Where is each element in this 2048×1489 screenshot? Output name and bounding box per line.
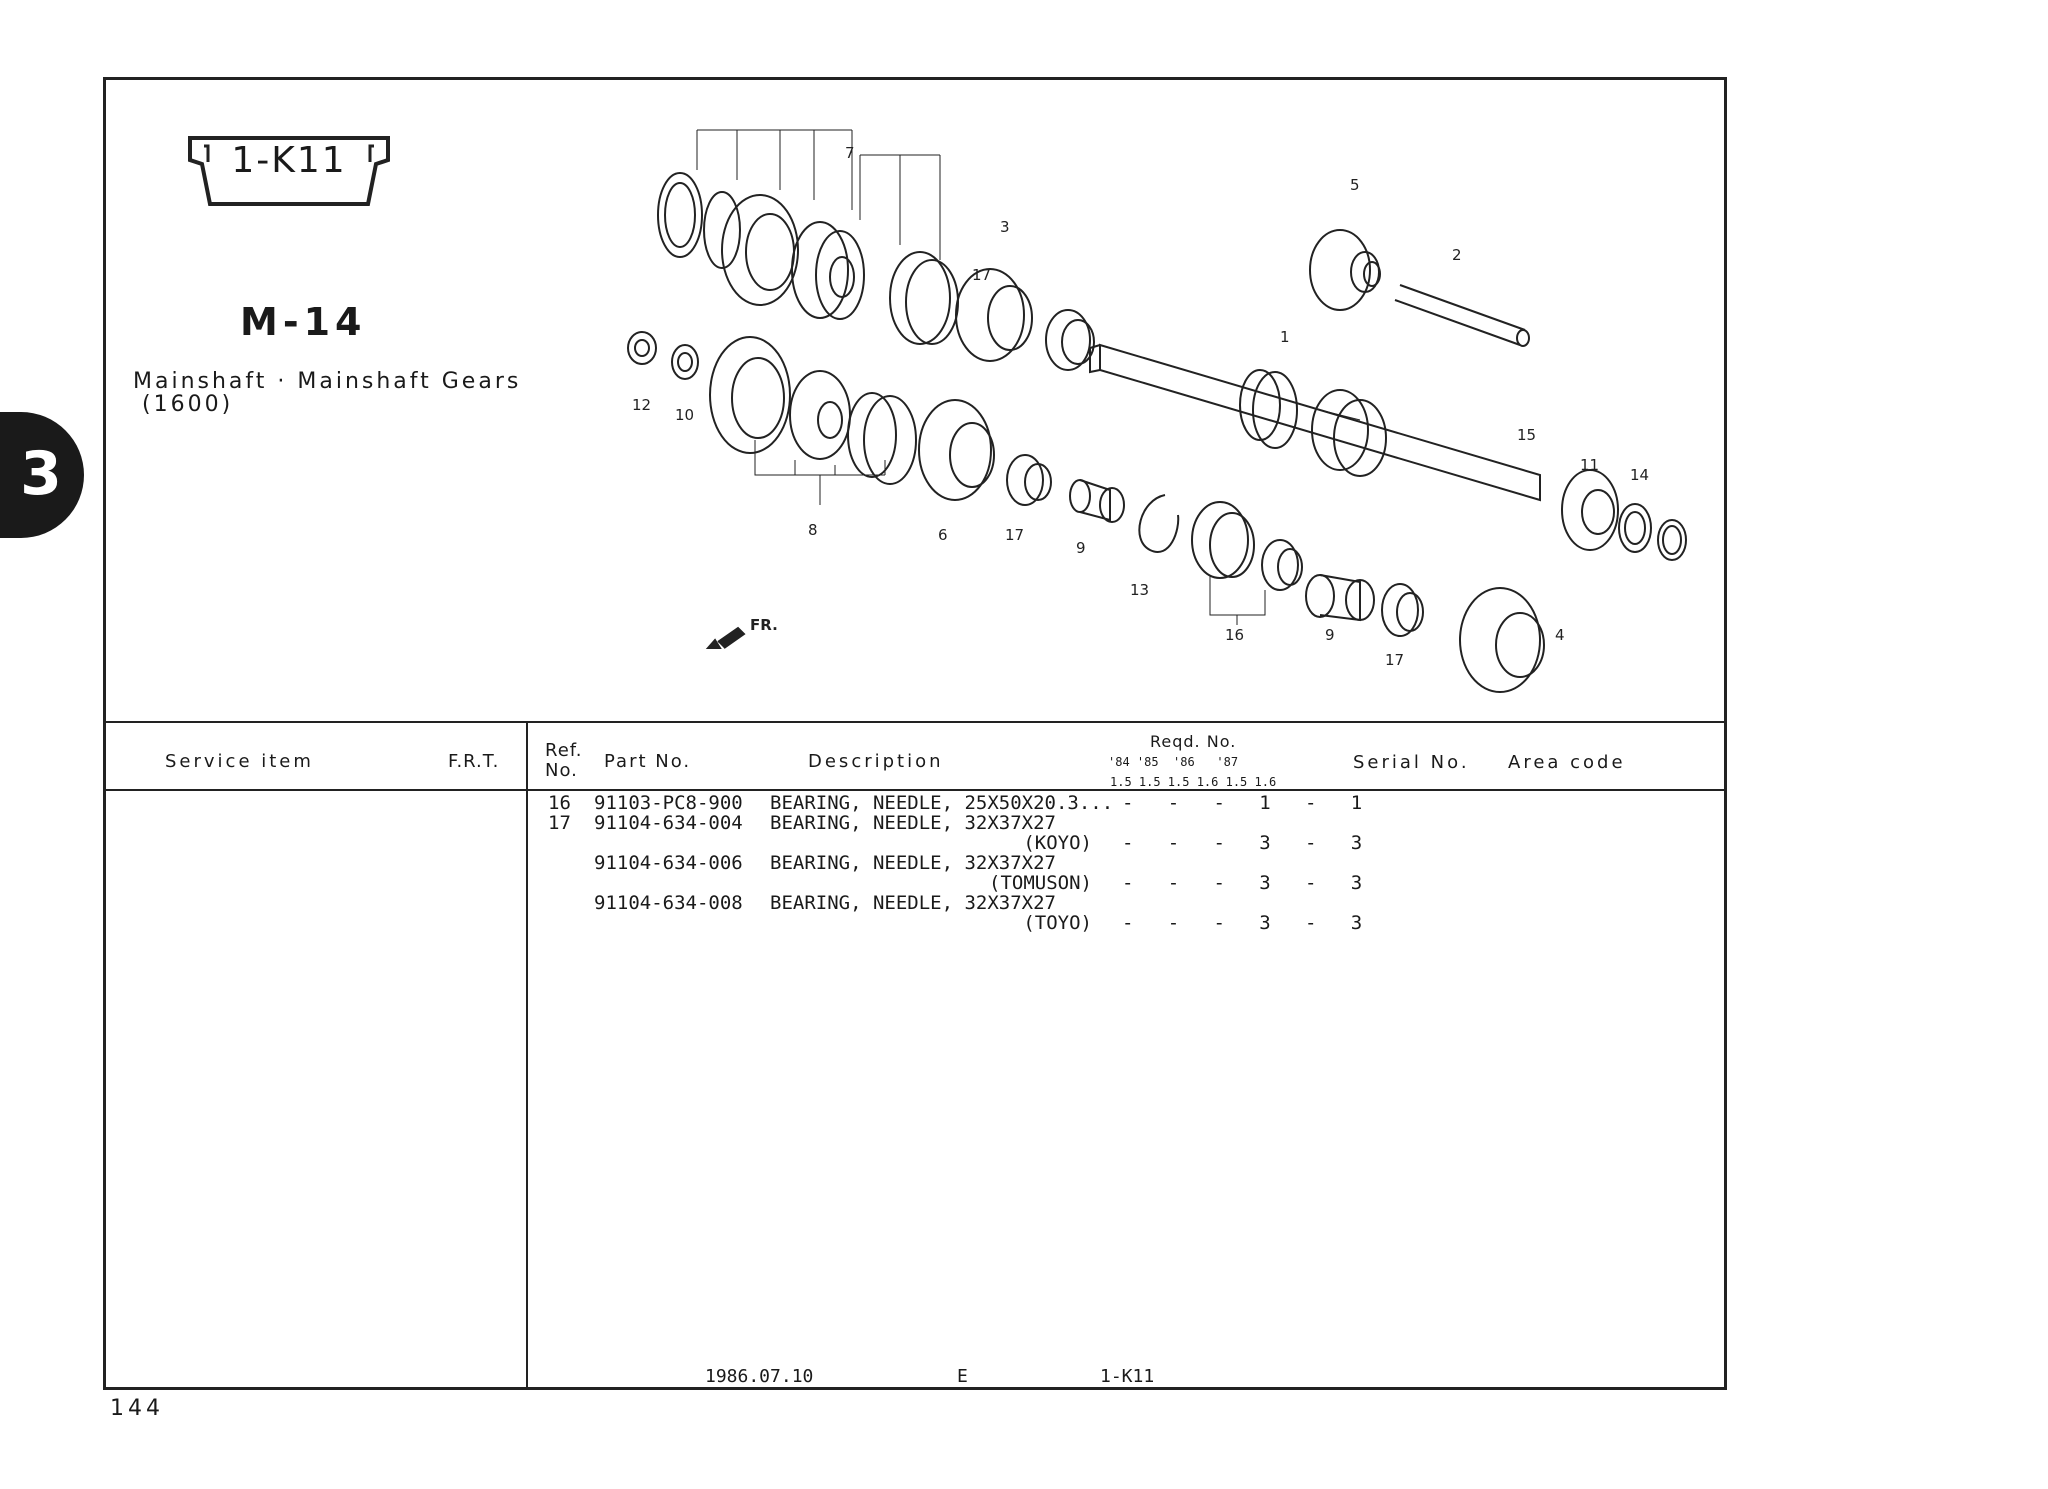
front-marker: FR. xyxy=(750,616,778,634)
row-part-no: 91104-634-004 xyxy=(594,812,743,834)
header-frt: F.R.T. xyxy=(448,751,500,772)
callout-17b: 17 xyxy=(1005,526,1025,544)
callout-17a: 17 xyxy=(972,266,992,284)
row-variant: (TOMUSON) xyxy=(989,872,1092,894)
footer-date: 1986.07.10 xyxy=(705,1366,814,1387)
column-divider xyxy=(526,722,528,1388)
callout-10: 10 xyxy=(675,406,695,424)
header-reqd-no: Reqd. No. xyxy=(1150,732,1237,751)
parts-diagram xyxy=(620,120,1720,700)
row-qty: - - - 3 - 3 xyxy=(1122,832,1363,854)
header-divider xyxy=(103,789,1727,791)
header-area-code: Area code xyxy=(1508,752,1626,773)
callout-14: 14 xyxy=(1630,466,1650,484)
header-years: '84 '85 '86 '87 xyxy=(1108,755,1239,769)
row-description: BEARING, NEEDLE, 32X37X27 xyxy=(770,812,1056,834)
diagram-divider xyxy=(103,721,1727,723)
page-subtitle: (1600) xyxy=(142,392,234,417)
page-title: Mainshaft · Mainshaft Gears xyxy=(133,369,522,394)
row-part-no: 91104-634-008 xyxy=(594,892,743,914)
row-part-no: 91104-634-006 xyxy=(594,852,743,874)
section-tab xyxy=(0,412,84,538)
callout-1: 1 xyxy=(1280,328,1290,346)
callout-11: 11 xyxy=(1580,456,1600,474)
footer-code: 1-K11 xyxy=(1100,1366,1155,1387)
callout-6: 6 xyxy=(938,526,948,544)
header-engines: 1.5 1.5 1.5 1.6 1.5 1.6 xyxy=(1110,775,1277,789)
row-description: BEARING, NEEDLE, 32X37X27 xyxy=(770,852,1056,874)
callout-4: 4 xyxy=(1555,626,1565,644)
callout-3: 3 xyxy=(1000,218,1010,236)
callout-9b: 9 xyxy=(1325,626,1335,644)
row-description: BEARING, NEEDLE, 32X37X27 xyxy=(770,892,1056,914)
header-ref: Ref. xyxy=(545,740,583,761)
header-serial-no: Serial No. xyxy=(1353,752,1470,773)
row-ref: 17 xyxy=(548,812,571,834)
callout-8: 8 xyxy=(808,521,818,539)
row-ref: 16 xyxy=(548,792,571,814)
callout-7: 7 xyxy=(845,144,855,162)
section-tab-number: 3 xyxy=(20,439,62,509)
header-part-no: Part No. xyxy=(604,751,692,772)
callout-5: 5 xyxy=(1350,176,1360,194)
callout-17c: 17 xyxy=(1385,651,1405,669)
synchro-hub-lower xyxy=(628,332,1178,552)
callout-12: 12 xyxy=(632,396,652,414)
page-number: 144 xyxy=(110,1396,164,1421)
header-description: Description xyxy=(808,751,944,772)
row-qty: - - - 3 - 3 xyxy=(1122,912,1363,934)
group-code: M-14 xyxy=(240,300,367,344)
callout-13: 13 xyxy=(1130,581,1150,599)
row-variant: (KOYO) xyxy=(1023,832,1092,854)
header-service-item: Service item xyxy=(165,751,314,772)
callout-15: 15 xyxy=(1517,426,1537,444)
callout-9a: 9 xyxy=(1076,539,1086,557)
badge-label: 1-K11 xyxy=(231,140,347,181)
row-description: BEARING, NEEDLE, 25X50X20.3... xyxy=(770,792,1114,814)
row-variant: (TOYO) xyxy=(1023,912,1092,934)
callout-2: 2 xyxy=(1452,246,1462,264)
row-qty: - - - 3 - 3 xyxy=(1122,872,1363,894)
synchro-hub-upper xyxy=(658,173,1094,370)
header-no: No. xyxy=(545,760,578,781)
footer-edition: E xyxy=(957,1366,968,1387)
callout-16: 16 xyxy=(1225,626,1245,644)
row-part-no: 91103-PC8-900 xyxy=(594,792,743,814)
row-qty: - - - 1 - 1 xyxy=(1122,792,1363,814)
